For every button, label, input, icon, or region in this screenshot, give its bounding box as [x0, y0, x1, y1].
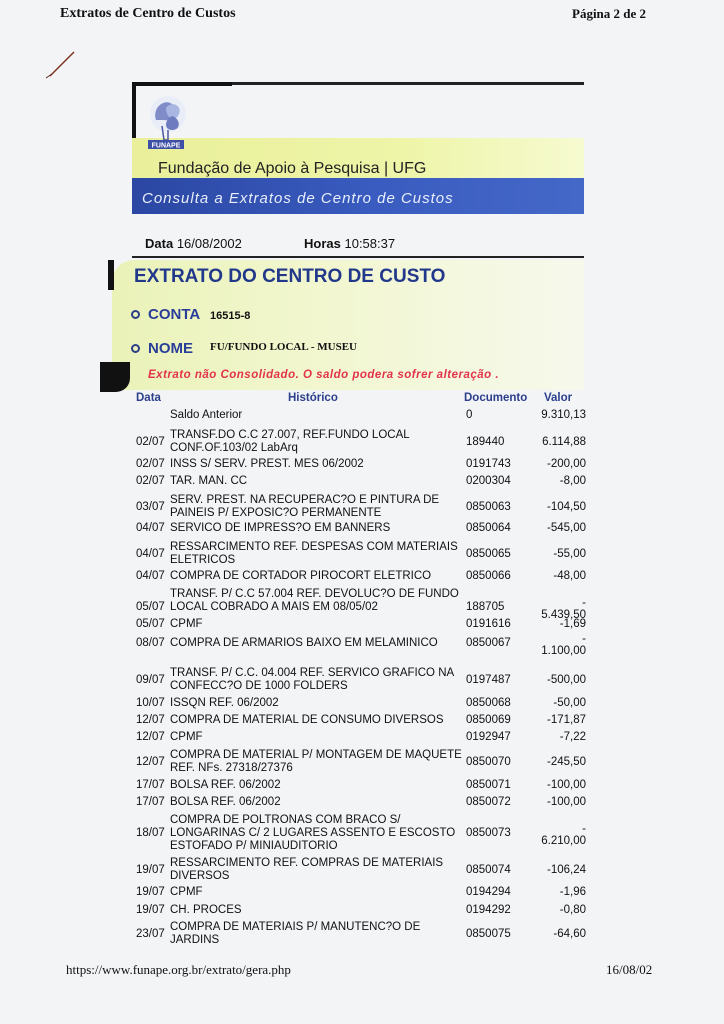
- row-date: 12/07: [136, 755, 165, 768]
- row-valor: -171,87: [546, 714, 586, 726]
- row-date: 05/07: [136, 618, 165, 630]
- row-date: 03/07: [136, 500, 165, 513]
- row-valor: -7,22: [559, 731, 586, 743]
- row-historico: CPMF: [170, 618, 203, 630]
- row-valor: -106,24: [546, 863, 586, 876]
- row-historico: CPMF: [170, 886, 203, 898]
- row-documento: 0850073: [466, 827, 511, 839]
- row-historico: SERV. PREST. NA RECUPERAC?O E PINTURA DE PAINEIS P/ EXPOSIC?O PERMANENTE: [170, 494, 440, 519]
- row-valor: -245,50: [546, 755, 586, 768]
- row-historico: COMPRA DE ARMARIOS BAIXO EM MELAMINICO: [170, 637, 438, 649]
- row-documento: 0850075: [466, 927, 511, 940]
- col-historico: Histórico: [288, 392, 338, 404]
- row-date: 18/07: [136, 827, 165, 839]
- row-date: 04/07: [136, 522, 165, 534]
- row-historico: COMPRA DE CORTADOR PIROCORT ELETRICO: [170, 570, 432, 582]
- row-date: 02/07: [136, 458, 165, 470]
- consulta-heading: Consulta a Extratos de Centro de Custos: [142, 190, 454, 207]
- col-data: Data: [136, 392, 161, 404]
- date-label: Data: [145, 236, 174, 251]
- row-documento: 0200304: [466, 475, 511, 487]
- row-historico: ISSQN REF. 06/2002: [170, 697, 279, 709]
- row-date: 12/07: [136, 714, 165, 726]
- conta-value: 16515-8: [210, 310, 251, 322]
- row-valor: -55,00: [553, 547, 586, 560]
- row-historico: TAR. MAN. CC: [170, 475, 248, 487]
- panel-corner-mark: [108, 260, 114, 290]
- document-title: Extratos de Centro de Custos: [60, 6, 236, 21]
- row-date: 08/07: [136, 637, 165, 649]
- row-date: 17/07: [136, 779, 165, 791]
- row-date: 17/07: [136, 796, 165, 808]
- row-valor: -8,00: [559, 475, 586, 487]
- row-date: 02/07: [136, 435, 165, 448]
- row-valor: -1,69: [559, 618, 586, 630]
- time-field: [304, 236, 395, 251]
- row-date: 10/07: [136, 697, 165, 709]
- row-documento: 0192947: [466, 731, 511, 743]
- row-historico: CH. PROCES: [170, 904, 242, 916]
- row-date: 19/07: [136, 863, 165, 876]
- row-documento: 0850071: [466, 779, 511, 791]
- row-documento: 0194292: [466, 904, 511, 916]
- row-date: 23/07: [136, 927, 165, 940]
- row-documento: 188705: [466, 601, 505, 613]
- row-historico: COMPRA DE MATERIAL P/ MONTAGEM DE MAQUETE REF. NFs. 27318/27376: [170, 749, 462, 774]
- row-documento: 0191616: [466, 618, 511, 630]
- col-valor: Valor: [544, 392, 573, 404]
- pen-mark-icon: [44, 46, 84, 80]
- extrato-title: EXTRATO DO CENTRO DE CUSTO: [134, 266, 446, 287]
- foundation-name: Fundação de Apoio à Pesquisa | UFG: [158, 160, 427, 177]
- row-valor: -200,00: [546, 458, 586, 470]
- row-documento: 0850068: [466, 697, 511, 709]
- row-valor: 9.310,13: [541, 409, 586, 421]
- row-historico: COMPRA DE MATERIAL DE CONSUMO DIVERSOS: [170, 714, 444, 726]
- row-historico: COMPRA DE MATERIAIS P/ MANUTENC?O DE JARDINS: [170, 921, 421, 946]
- row-valor: -0,80: [559, 904, 586, 916]
- row-documento: 0197487: [466, 673, 511, 686]
- row-documento: 0850072: [466, 796, 511, 808]
- row-historico: CPMF: [170, 731, 203, 743]
- row-documento: 0: [466, 409, 473, 421]
- row-documento: 0191743: [466, 458, 511, 470]
- row-date: 12/07: [136, 731, 165, 743]
- row-documento: 189440: [466, 435, 505, 448]
- row-valor: -100,00: [546, 796, 586, 808]
- row-date: 09/07: [136, 673, 165, 686]
- row-historico: RESSARCIMENTO REF. COMPRAS DE MATERIAIS DIVERSOS: [170, 857, 444, 882]
- row-documento: 0850074: [466, 863, 511, 876]
- date-field: [145, 236, 242, 251]
- row-documento: 0194294: [466, 886, 511, 898]
- row-historico: TRANSF. P/ C.C 57.004 REF. DEVOLUC?O DE FUNDO LOCAL COBRADO A MAIS EM 08/05/02: [170, 588, 459, 613]
- row-date: 19/07: [136, 886, 165, 898]
- row-date: 04/07: [136, 570, 165, 582]
- logo-text: FUNAPE: [151, 142, 181, 150]
- date-value: 16/08/2002: [176, 236, 242, 251]
- page-number: Página 2 de 2: [572, 6, 647, 21]
- row-historico: BOLSA REF. 06/2002: [170, 779, 281, 791]
- row-date: 02/07: [136, 475, 165, 487]
- row-historico: TRANSF.DO C.C 27.007, REF.FUNDO LOCAL CONF.OF.103/02 LabArq: [170, 429, 410, 454]
- row-valor: - 6.210,00: [541, 823, 586, 847]
- row-valor: -100,00: [546, 779, 586, 791]
- funape-logo-icon: [142, 90, 198, 150]
- row-documento: 0850065: [466, 547, 511, 560]
- row-date: 05/07: [136, 601, 165, 613]
- header-divider: [132, 256, 584, 258]
- col-documento: Documento: [464, 392, 528, 404]
- row-valor: -64,60: [553, 927, 586, 940]
- row-documento: 0850067: [466, 637, 511, 649]
- row-historico: INSS S/ SERV. PREST. MES 06/2002: [170, 458, 364, 470]
- row-historico: COMPRA DE POLTRONAS COM BRACO S/ LONGARINAS C/ 2 LUGARES ASSENTO E ESCOSTO ESTOFADO P/ MINIAUDITORIO: [170, 814, 456, 852]
- time-label: Horas: [304, 236, 341, 251]
- row-valor: -48,00: [553, 570, 586, 582]
- conta-label: CONTA: [148, 306, 201, 323]
- nome-value: FU/FUNDO LOCAL - MUSEU: [210, 341, 357, 353]
- row-historico: SERVICO DE IMPRESS?O EM BANNERS: [170, 522, 391, 534]
- row-valor: -545,00: [546, 522, 586, 534]
- row-valor: 6.114,88: [542, 435, 586, 448]
- row-documento: 0850069: [466, 714, 511, 726]
- row-date: 19/07: [136, 904, 165, 916]
- row-valor: -104,50: [546, 500, 586, 513]
- row-documento: 0850063: [466, 500, 511, 513]
- row-date: 04/07: [136, 547, 165, 560]
- warning-message: Extrato não Consolidado. O saldo podera sofrer alteração .: [148, 369, 500, 381]
- row-historico: RESSARCIMENTO REF. DESPESAS COM MATERIAIS ELETRICOS: [170, 541, 458, 566]
- footer-url[interactable]: https://www.funape.org.br/extrato/gera.php: [66, 962, 291, 977]
- time-value: 10:58:37: [344, 236, 396, 251]
- row-documento: 0850066: [466, 570, 511, 582]
- funape-banner: [132, 82, 584, 216]
- row-valor: -1,96: [559, 886, 586, 898]
- panel-corner-block: [100, 362, 130, 392]
- nome-label: NOME: [148, 340, 193, 357]
- row-historico: BOLSA REF. 06/2002: [170, 796, 281, 808]
- row-historico: TRANSF. P/ C.C. 04.004 REF. SERVICO GRAFICO NA CONFECC?O DE 1000 FOLDERS: [170, 667, 454, 692]
- row-documento: 0850070: [466, 755, 511, 768]
- row-valor: -50,00: [553, 697, 586, 709]
- row-historico: Saldo Anterior: [170, 409, 243, 421]
- nome-bullet-icon: [131, 344, 140, 353]
- row-valor: - 5.439,50: [541, 597, 586, 621]
- row-valor: - 1.100,00: [541, 633, 586, 657]
- row-documento: 0850064: [466, 522, 511, 534]
- row-valor: -500,00: [546, 673, 586, 686]
- footer-date: 16/08/02: [606, 962, 653, 977]
- conta-bullet-icon: [131, 310, 140, 319]
- table-header: [0, 392, 724, 406]
